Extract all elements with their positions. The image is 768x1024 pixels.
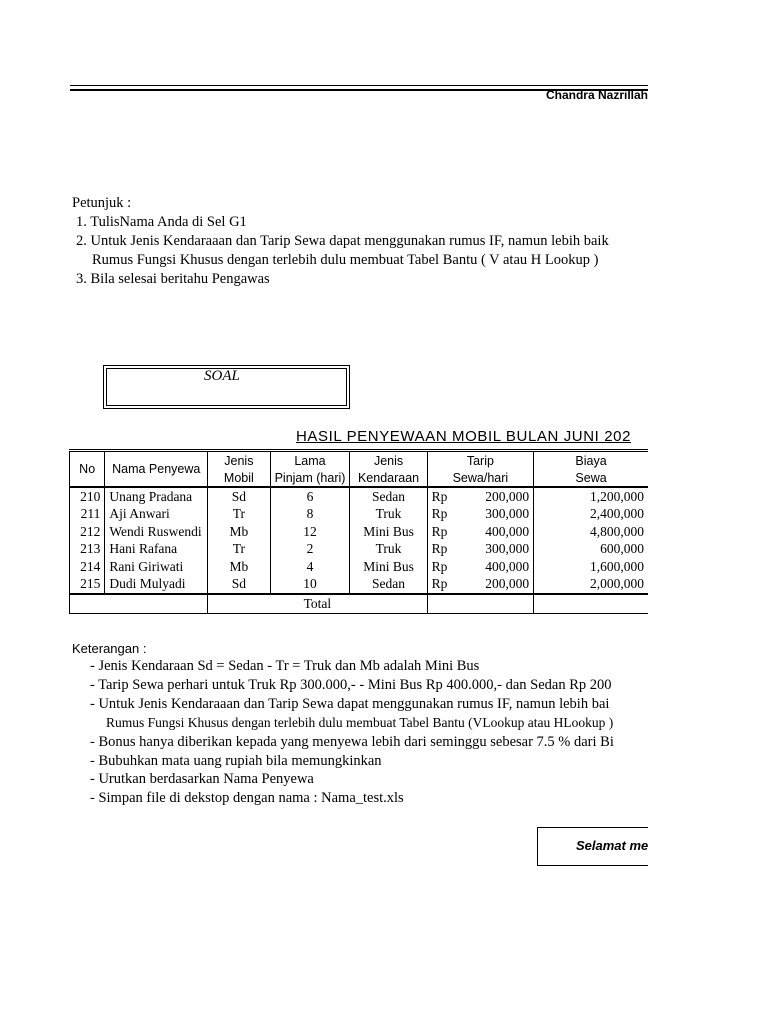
instruction-item-1: 1. TulisNama Anda di Sel G1 [76,214,247,230]
table-header-row-1 [70,451,649,470]
cell-jenis: Sd [208,576,270,595]
cell-biaya: 600,000 [534,541,648,559]
cell-biaya: 2,400,000 [534,506,648,524]
total-blank-left [70,594,208,613]
note-item-6: - Urutkan berdasarkan Nama Penyewa [90,771,314,787]
cell-nama: Dudi Mulyadi [105,576,208,595]
cell-nama: Rani Giriwati [105,558,208,576]
header-sewa: Sewa [534,469,648,487]
cell-no: 212 [70,523,105,541]
table-row [70,576,649,595]
cell-lama: 4 [270,558,350,576]
note-item-3: - Untuk Jenis Kendaraaan dan Tarip Sewa dapat menggunakan rumus IF, namun lebih bai [90,696,610,712]
cell-kendaraan: Truk [350,541,427,559]
cell-jenis: Tr [208,506,270,524]
cell-kendaraan: Mini Bus [350,523,427,541]
cell-rp: Rp [431,488,448,504]
header-rule-thin [70,85,648,86]
cell-kendaraan: Mini Bus [350,558,427,576]
cell-rp: Rp [431,576,448,592]
cell-tarip [427,558,533,576]
note-item-1: - Jenis Kendaraan Sd = Sedan - Tr = Truk dan Mb adalah Mini Bus [90,658,480,674]
note-item-7: - Simpan file di dekstop dengan nama : Nama_test.xls [90,790,404,806]
table-row [70,487,649,506]
total-biaya-blank [534,594,648,613]
cell-kendaraan: Sedan [350,487,427,506]
soal-label: SOAL [204,368,240,384]
cell-no: 211 [70,506,105,524]
cell-no: 215 [70,576,105,595]
cell-jenis: Sd [208,487,270,506]
instruction-item-2-cont: Rumus Fungsi Khusus dengan terlebih dulu membuat Tabel Bantu ( V atau H Lookup ) [92,252,599,268]
cell-nama: Unang Pradana [105,487,208,506]
cell-tarip [427,523,533,541]
cell-tarip-value: 200,000 [485,488,530,504]
cell-no: 214 [70,558,105,576]
cell-rp: Rp [431,541,448,557]
table-row [70,506,649,524]
cell-jenis: Tr [208,541,270,559]
cell-biaya: 2,000,000 [534,576,648,595]
cell-tarip [427,541,533,559]
cell-biaya: 4,800,000 [534,523,648,541]
total-label: Total [208,594,428,613]
header-jenis-kendaraan: Jenis [350,451,427,470]
cell-nama: Aji Anwari [105,506,208,524]
header-tarip: Tarip [427,451,533,470]
cell-nama: Hani Rafana [105,541,208,559]
cell-rp: Rp [431,523,448,539]
table-row [70,541,649,559]
cell-jenis: Mb [208,523,270,541]
cell-lama: 6 [270,487,350,506]
notes-title: Keterangan : [72,641,147,656]
header-mobil: Mobil [208,469,270,487]
cell-tarip-value: 300,000 [485,506,530,522]
header-sewa-hari: Sewa/hari [427,469,533,487]
closing-text: Selamat me [576,838,648,853]
cell-rp: Rp [431,558,448,574]
cell-no: 210 [70,487,105,506]
instruction-item-3: 3. Bila selesai beritahu Pengawas [76,271,270,287]
header-no: No [70,451,105,488]
rental-table [69,449,648,614]
header-jenis: Jenis [208,451,270,470]
cell-kendaraan: Sedan [350,576,427,595]
cell-tarip-value: 400,000 [485,523,530,539]
soal-box [103,365,350,409]
author-name: Chandra Nazrillah [545,88,648,102]
total-tarip-blank [427,594,533,613]
header-nama: Nama Penyewa [105,451,208,488]
cell-nama: Wendi Ruswendi [105,523,208,541]
cell-biaya: 1,200,000 [534,487,648,506]
note-item-5: - Bubuhkan mata uang rupiah bila memungkinkan [90,753,382,769]
total-row [70,594,649,613]
cell-tarip [427,576,533,595]
cell-lama: 12 [270,523,350,541]
cell-no: 213 [70,541,105,559]
instruction-item-2: 2. Untuk Jenis Kendaraaan dan Tarip Sewa dapat menggunakan rumus IF, namun lebih baik [76,233,609,249]
table-row [70,523,649,541]
cell-tarip [427,506,533,524]
note-item-4: - Bonus hanya diberikan kepada yang menyewa lebih dari seminggu sebesar 7.5 % dari Bi [90,734,614,750]
instructions-title: Petunjuk : [72,195,132,211]
cell-lama: 8 [270,506,350,524]
header-lama: Lama [270,451,350,470]
cell-tarip-value: 400,000 [485,558,530,574]
cell-biaya: 1,600,000 [534,558,648,576]
table-row [70,558,649,576]
cell-lama: 2 [270,541,350,559]
cell-tarip [427,487,533,506]
note-item-2: - Tarip Sewa perhari untuk Truk Rp 300.000,- - Mini Bus Rp 400.000,- dan Sedan Rp 200 [90,677,612,693]
cell-lama: 10 [270,576,350,595]
cell-jenis: Mb [208,558,270,576]
cell-tarip-value: 200,000 [485,576,530,592]
cell-tarip-value: 300,000 [485,541,530,557]
cell-rp: Rp [431,506,448,522]
header-biaya: Biaya [534,451,648,470]
header-pinjam: Pinjam (hari) [270,469,350,487]
closing-box [537,827,648,866]
header-kendaraan: Kendaraan [350,469,427,487]
table-title: HASIL PENYEWAAN MOBIL BULAN JUNI 202 [296,428,632,445]
cell-kendaraan: Truk [350,506,427,524]
note-item-3-cont: Rumus Fungsi Khusus dengan terlebih dulu membuat Tabel Bantu (VLookup atau HLookup ) [106,715,614,730]
